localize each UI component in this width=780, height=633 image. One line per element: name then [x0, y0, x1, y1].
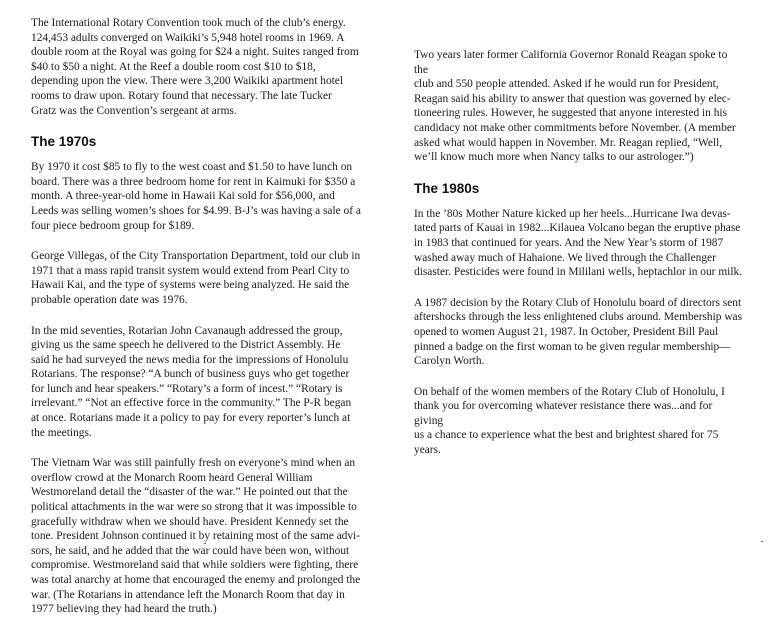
left-page	[31, 16, 383, 633]
scan-speck	[204, 543, 206, 544]
paragraph-women-membership: A 1987 decision by the Rotary Club of Honolulu board of directors sent aftershocks through the less enlightened clubs around. Membership was opened to women August 21, 1987. In October, President Bill Paul pinned a badge on the first woman to be given regular membership— Carolyn Worth.	[414, 296, 743, 368]
paragraph-cavanaugh: In the mid seventies, Rotarian John Cavanaugh addressed the group, giving us the same speech he delivered to the District Assembly. He said he had surveyed the news media for the impressions of Honolulu Rotarians. The response? “A bunch of business guys who get together for lunch and hear speakers.” “Rotary’s a form of incest.” “Rotary is irrelevant.” “Not an effective force in the community.” The P-R began at once. Rotarians made it a policy to pay for every reporter’s lunch at the meetings.	[31, 324, 352, 439]
heading-1970s: The 1970s	[31, 134, 97, 150]
reagan-paragraph: Two years later former California Governor Ronald Reagan spoke to the club and 550 people attended. Asked if he would run for President, Reagan said his ability to answer that question was governed by elec- tioneering rules. However, he suggested that anyone interested in his candidacy not make other commitments before November. (A member asked what would happen in November. Mr. Reagan replied, “Well, we’ll know much more when Nancy talks to our astrologer.”)	[414, 49, 736, 164]
paragraph-nature: In the ’80s Mother Nature kicked up her heels...Hurricane Iwa devas- tated parts of Kauai in 1982...Kilauea Volcano began the eruptive phase in 1983 that continued for years. And the New Year’s storm of 1987 washed away much of Hahaione. We lived through the Challenger disaster. Pesticides were found in Mililani wells, heptachlor in our milk.	[414, 207, 743, 279]
scan-speck	[761, 541, 763, 542]
heading-1980s: The 1980s	[414, 180, 480, 196]
paragraph-vietnam: The Vietnam War was still painfully fresh on everyone’s mind when an overflow crowd at the Monarch Room heard General William Westmoreland detail the “disaster of the war.” He pointed out that the political attachments in the war were so strong that it was impossible to gracefully withdraw when we should have. President Kennedy set the tone. President Johnson continued it by retaining most of the same advi- sors, he said, and he added that the war could have been won, without compromise. Westmoreland said that while soldiers were fighting, there was total anarchy at home that encouraged the enemy and prolonged the war. (The Rotarians in attendance left the Monarch Room that day in 1977 believing they had heard the truth.)	[31, 457, 361, 616]
paragraph-closing: On behalf of the women members of the Rotary Club of Honolulu, I thank you for overcoming whatever resistance there was...and for giving us a chance to experience what the best and brightest shared for 75 years.	[414, 385, 725, 457]
right-page	[414, 48, 744, 474]
paragraph-1970-prices: By 1970 it cost $85 to fly to the west coast and $1.50 to have lunch on board. There was a three bedroom home for rent in Kaimuki for $350 a month. A three-year-old home in Hawaii Kai sold for $56,000, and Leeds was selling women’s shoes for $4.99. B-J’s was having a sale of a four piece bedroom group for $189.	[31, 161, 361, 232]
paragraph-transit: George Villegas, of the City Transportation Department, told our club in 1971 that a mass rapid transit system would extend from Pearl City to Hawaii Kai, and the type of systems were being analyzed. He said the probable operation date was 1976.	[31, 250, 361, 306]
convention-paragraph: The International Rotary Convention took much of the club’s energy. 124,453 adults converged on Waikiki’s 5,948 hotel rooms in 1969. A double room at the Royal was going for $24 a night. Suites ranged from $40 to $50 a night. At the Reef a double room cost $10 to $18, depending upon the view. There were 3,200 Waikiki apartment hotel rooms to draw upon. Rotary found that necessary. The late Tucker Gratz was the Convention’s sergeant at arms.	[31, 17, 359, 117]
